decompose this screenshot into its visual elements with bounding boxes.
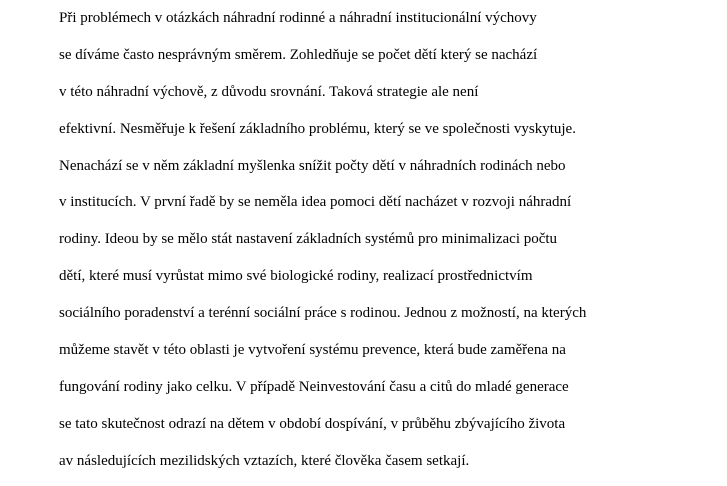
text-line-13: av následujících mezilidských vztazích, které člověka časem setkají. [59,452,470,469]
text-line-6: v institucích. V první řadě by se neměla idea pomoci dětí nacházet v rozvoji náhradní [59,194,572,211]
text-line-1: Při problémech v otázkách náhradní rodinné a náhradní institucionální výchovy [59,10,537,26]
text-line-4: efektivní. Nesměřuje k řešení základního problému, který se ve společnosti vyskytuje. [59,120,576,137]
text-line-2: se díváme často nesprávným směrem. Zohledňuje se počet dětí který se nachází [59,46,538,63]
text-line-5: Nenachází se v něm základní myšlenka snížit počty dětí v náhradních rodinách nebo [59,157,566,174]
text-line-10: můžeme stavět v této oblasti je vytvoření systému prevence, která bude zaměřena na [59,342,566,359]
text-line-11: fungování rodiny jako celku. V případě Neinvestování času a citů do mladé generace [59,378,569,395]
body-paragraph [59,6,699,486]
text-line-7: rodiny. Ideou by se mělo stát nastavení základních systémů pro minimalizaci počtu [59,231,558,248]
text-line-8: dětí, které musí vyrůstat mimo své biologické rodiny, realizací prostřednictvím [59,268,533,285]
text-line-9: sociálního poradenství a terénní sociální práce s rodinou. Jednou z možností, na kterých [59,305,587,322]
text-line-12: se tato skutečnost odrazí na dětem v období dospívání, v průběhu zbývajícího života [59,415,566,432]
text-line-3: v této náhradní výchově, z důvodu srovnání. Taková strategie ale není [59,83,479,100]
